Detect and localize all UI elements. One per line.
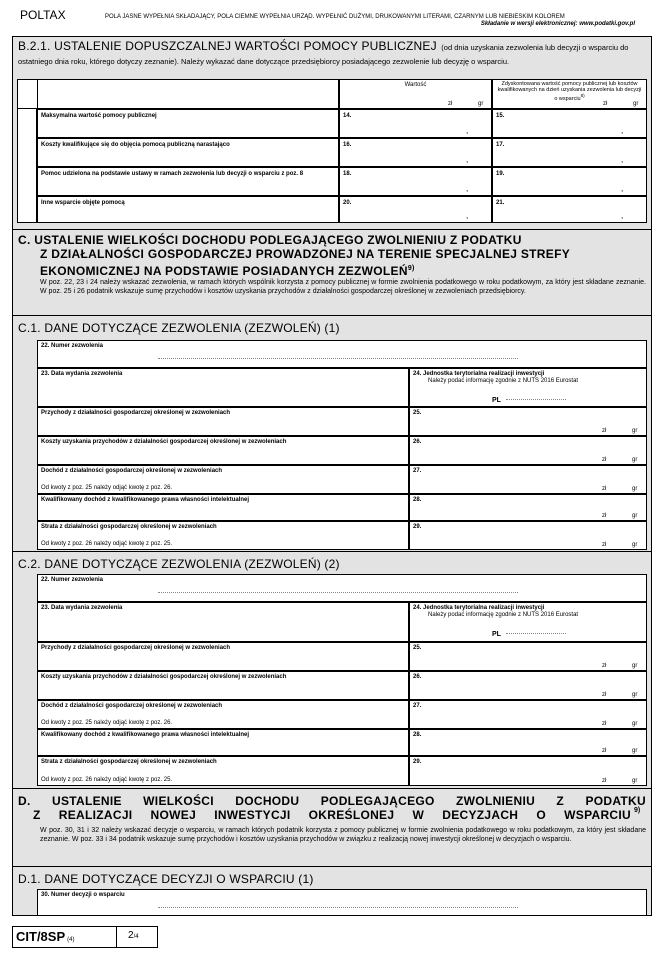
section-b21-note: (od dnia uzyskania zezwolenia lub decyzji o wsparciu do ostatniego dnia roku, którego dotyczy zeznanie). Należy wykazać dane dotyczące przedsiębiorcy posiadającego zezwolenie lub decyzję o wsparciu. bbox=[18, 43, 629, 66]
c2-row-29 bbox=[37, 756, 409, 786]
section-d-title-line2: Z REALIZACJI NOWEJ INWESTYCJI OKREŚLONEJ W DECYZJACH O WSPARCIU bbox=[33, 808, 631, 822]
c1-row-27-label: Dochód z działalności gospodarczej określonej w zezwoleniach bbox=[41, 468, 223, 474]
c1-field-26-number: 26. bbox=[413, 439, 422, 445]
page-total: /4 bbox=[133, 934, 139, 940]
c2-field-28-zl: zł bbox=[602, 748, 607, 754]
c1-row-29 bbox=[37, 521, 409, 550]
c1-field-24-label: 24. Jednostka terytorialna realizacji inwestycji bbox=[413, 371, 545, 377]
brand-label: POLTAX bbox=[20, 8, 66, 22]
c1-field-27-zl: zł bbox=[602, 486, 607, 492]
b21-header-corner bbox=[17, 79, 37, 109]
c2-row-29-label: Strata z działalności gospodarczej określonej w zezwoleniach bbox=[41, 759, 217, 765]
b21-col-discounted-sup: 8) bbox=[580, 93, 585, 98]
c2-field-28-gr: gr bbox=[632, 748, 638, 754]
field-20-number: 20. bbox=[343, 200, 352, 206]
c2-field-25[interactable] bbox=[409, 642, 647, 671]
c2-field-24-note: Należy podać informację zgodnie z NUTS 2016 Eurostat bbox=[428, 612, 579, 618]
c2-row-26 bbox=[37, 671, 409, 700]
c1-field-29-number: 29. bbox=[413, 524, 422, 530]
c2-field-25-zl: zł bbox=[602, 663, 607, 669]
c1-field-27[interactable] bbox=[409, 465, 647, 494]
c1-field-22-dots bbox=[158, 355, 518, 359]
c2-field-27-gr: gr bbox=[632, 721, 638, 727]
section-c1-title: C.1. DANE DOTYCZĄCE ZEZWOLENIA (ZEZWOLEŃ) (1) bbox=[18, 321, 340, 335]
form-code bbox=[16, 929, 74, 944]
b21-row-14 bbox=[37, 109, 339, 138]
field-14-number: 14. bbox=[343, 113, 352, 119]
c2-field-27[interactable] bbox=[409, 700, 647, 729]
c2-row-28 bbox=[37, 729, 409, 756]
section-c-description: W poz. 22, 23 i 24 należy wskazać zezwolenia, w ramach których wspólnik korzysta z pomocy publicznej w formie zwolnienia podatkowego w roku podatkowym, za który jest składane zeznanie. W poz. 25 i 26 podatnik wskazuje sumę przychodów i kosztów uzyskania przychodów z działalności gospodarczej określonej w zezwoleniach przedsiębiorcy. bbox=[40, 279, 646, 295]
c1-field-28[interactable] bbox=[409, 494, 647, 521]
c2-field-26-number: 26. bbox=[413, 674, 422, 680]
c1-row-29-sub: Od kwoty z poz. 26 należy odjąć kwotę z poz. 25. bbox=[41, 541, 173, 547]
c1-row-25-label: Przychody z działalności gospodarczej określonej w zezwoleniach bbox=[41, 410, 231, 416]
c1-field-23[interactable] bbox=[37, 368, 409, 407]
c1-row-25 bbox=[37, 407, 409, 436]
c2-field-29-gr: gr bbox=[632, 778, 638, 784]
section-d bbox=[13, 789, 651, 865]
b21-header-blank bbox=[37, 79, 339, 109]
header-instructions bbox=[105, 14, 635, 27]
c2-row-26-label: Koszty uzyskania przychodów z działalności gospodarczej określonej w zezwoleniach bbox=[41, 674, 287, 680]
b21-col-discounted-text: Zdyskontowana wartość pomocy publicznej lub kosztów kwalifikowanych na dzień uzyskania zezwolenia lub decyzji o wsparciu bbox=[497, 81, 642, 102]
footer-separator bbox=[116, 926, 117, 948]
c2-row-25-label: Przychody z działalności gospodarczej określonej w zezwoleniach bbox=[41, 645, 231, 651]
field-21[interactable]: 21. , bbox=[492, 196, 647, 223]
c2-field-24[interactable] bbox=[409, 602, 647, 642]
c2-field-24-pl: PL bbox=[492, 631, 501, 638]
c1-field-29-gr: gr bbox=[632, 542, 638, 548]
c2-field-27-zl: zł bbox=[602, 721, 607, 727]
c2-field-27-number: 27. bbox=[413, 703, 422, 709]
c2-field-23-label: 23. Data wydania zezwolenia bbox=[41, 605, 123, 611]
c1-field-24-note: Należy podać informację zgodnie z NUTS 2016 Eurostat bbox=[428, 378, 579, 384]
c1-field-27-gr: gr bbox=[632, 486, 638, 492]
c2-field-28-number: 28. bbox=[413, 732, 422, 738]
field-18[interactable]: 18. , bbox=[339, 167, 492, 196]
fill-instructions: POLA JASNE WYPEŁNIA SKŁADAJĄCY, POLA CIEMNE WYPEŁNIA URZĄD. WYPEŁNIĆ DUŻYMI, DRUKOWANYMI LITERAMI, CZARNYM LUB NIEBIESKIM KOLOREM bbox=[105, 14, 565, 20]
field-15[interactable]: 15. , bbox=[492, 109, 647, 138]
c1-field-25[interactable] bbox=[409, 407, 647, 436]
field-17[interactable]: 17. , bbox=[492, 138, 647, 167]
c2-field-25-gr: gr bbox=[632, 663, 638, 669]
c1-row-27 bbox=[37, 465, 409, 494]
c1-field-23-label: 23. Data wydania zezwolenia bbox=[41, 371, 123, 377]
c1-field-22[interactable] bbox=[37, 340, 647, 368]
field-15-number: 15. bbox=[496, 113, 505, 119]
c2-field-26-zl: zł bbox=[602, 692, 607, 698]
c1-field-28-zl: zł bbox=[602, 513, 607, 519]
c2-field-26-gr: gr bbox=[632, 692, 638, 698]
c1-field-26-gr: gr bbox=[632, 457, 638, 463]
page-current: 2 bbox=[128, 930, 134, 941]
b21-row-16-label: Koszty kwalifikujące się do objęcia pomocą publiczną narastająco bbox=[41, 142, 230, 148]
c1-field-25-zl: zł bbox=[602, 428, 607, 434]
b21-col-discounted bbox=[492, 79, 647, 109]
c1-field-22-label: 22. Numer zezwolenia bbox=[41, 343, 104, 349]
b21-row-20-label: Inne wsparcie objęte pomocą bbox=[41, 200, 125, 206]
section-d1 bbox=[13, 867, 651, 916]
section-d-sup: 9) bbox=[634, 807, 641, 814]
c1-row-26 bbox=[37, 436, 409, 465]
b21-row-14-label: Maksymalna wartość pomocy publicznej bbox=[41, 113, 157, 119]
form-code-text: CIT/8SP bbox=[16, 929, 66, 944]
c2-field-29-zl: zł bbox=[602, 778, 607, 784]
form-page bbox=[12, 36, 652, 916]
field-18-number: 18. bbox=[343, 171, 352, 177]
section-c2 bbox=[13, 552, 651, 786]
c2-row-27-sub: Od kwoty z poz. 25 należy odjąć kwotę z poz. 26. bbox=[41, 720, 173, 726]
field-21-number: 21. bbox=[496, 200, 505, 206]
field-20[interactable]: 20. , bbox=[339, 196, 492, 223]
b21-col-value-label: Wartość bbox=[404, 82, 427, 88]
section-d1-title: D.1. DANE DOTYCZĄCE DECYZJI O WSPARCIU (1) bbox=[18, 872, 314, 886]
section-c bbox=[13, 230, 651, 314]
c2-field-28[interactable] bbox=[409, 729, 647, 756]
electronic-submission-note: Składanie w wersji elektronicznej: www.podatki.gov.pl bbox=[480, 21, 635, 27]
c1-field-26-zl: zł bbox=[602, 457, 607, 463]
c2-row-29-sub: Od kwoty z poz. 26 należy odjąć kwotę z poz. 25. bbox=[41, 777, 173, 783]
section-c-title-line3-text: EKONOMICZNEJ NA PODSTAWIE POSIADANYCH ZEZWOLEŃ bbox=[40, 264, 408, 278]
section-d-title-line1: D. USTALENIE WIELKOŚCI DOCHODU PODLEGAJĄCEGO ZWOLNIENIU Z PODATKU bbox=[18, 794, 646, 808]
section-c1 bbox=[13, 316, 651, 550]
c1-field-24-pl: PL bbox=[492, 397, 501, 404]
c2-field-22-label: 22. Numer zezwolenia bbox=[41, 577, 104, 583]
c1-field-28-gr: gr bbox=[632, 513, 638, 519]
section-b21-title: B.2.1. USTALENIE DOPUSZCZALNEJ WARTOŚCI POMOCY PUBLICZNEJ bbox=[18, 39, 437, 53]
c1-row-26-label: Koszty uzyskania przychodów z działalności gospodarczej określonej w zezwoleniach bbox=[41, 439, 287, 445]
section-c2-title: C.2. DANE DOTYCZĄCE ZEZWOLENIA (ZEZWOLEŃ) (2) bbox=[18, 557, 340, 571]
c1-field-25-number: 25. bbox=[413, 410, 422, 416]
b21-gr-label: gr bbox=[478, 101, 484, 107]
b21-row-18-label: Pomoc udzielona na podstawie ustawy w ramach zezwolenia lub decyzji o wsparciu z poz. 8 bbox=[41, 171, 304, 177]
field-16-number: 16. bbox=[343, 142, 352, 148]
c2-row-27 bbox=[37, 700, 409, 729]
section-d-description: W poz. 30, 31 i 32 należy wskazać decyzje o wsparciu, w ramach których podatnik korzysta z pomocy publicznej w formie zwolnienia podatkowego w roku podatkowym, za który jest składane zeznanie. W poz. 33 i 34 podatnik wskazuje sumę przychodów i kosztów uzyskania przychodów w związku z realizacją nowej inwestycji określonej w decyzjach o wsparciu. bbox=[40, 827, 646, 843]
form-version: (4) bbox=[67, 937, 75, 943]
c1-field-27-number: 27. bbox=[413, 468, 422, 474]
c1-field-24-dots bbox=[506, 396, 566, 400]
b21-gr-label-2: gr bbox=[633, 101, 639, 107]
c2-field-22[interactable] bbox=[37, 574, 647, 602]
b21-zl-label: zł bbox=[448, 101, 453, 107]
field-17-number: 17. bbox=[496, 142, 505, 148]
c1-row-27-sub: Od kwoty z poz. 25 należy odjąć kwotę z poz. 26. bbox=[41, 485, 173, 491]
c1-field-24[interactable] bbox=[409, 368, 647, 407]
c1-field-28-number: 28. bbox=[413, 497, 422, 503]
c1-field-25-gr: gr bbox=[632, 428, 638, 434]
c2-field-29-number: 29. bbox=[413, 759, 422, 765]
c2-field-24-label: 24. Jednostka terytorialna realizacji inwestycji bbox=[413, 605, 545, 611]
section-c-title-line1: C. USTALENIE WIELKOŚCI DOCHODU PODLEGAJĄCEGO ZWOLNIENIU Z PODATKU bbox=[18, 233, 522, 247]
c1-field-26[interactable] bbox=[409, 436, 647, 465]
b21-rows-left-margin bbox=[17, 109, 37, 223]
c2-field-29[interactable] bbox=[409, 756, 647, 786]
b21-zl-label-2: zł bbox=[603, 101, 608, 107]
c1-row-28 bbox=[37, 494, 409, 521]
field-19-number: 19. bbox=[496, 171, 505, 177]
d1-field-30-label: 30. Numer decyzji o wsparciu bbox=[41, 892, 125, 898]
field-14[interactable]: 14. , bbox=[339, 109, 492, 138]
b21-row-20 bbox=[37, 196, 339, 223]
c1-row-29-label: Strata z działalności gospodarczej określonej w zezwoleniach bbox=[41, 524, 217, 530]
c2-row-27-label: Dochód z działalności gospodarczej określonej w zezwoleniach bbox=[41, 703, 223, 709]
b21-col-discounted-label bbox=[497, 81, 642, 102]
field-19[interactable]: 19. , bbox=[492, 167, 647, 196]
c1-row-28-label: Kwalifikowany dochód z kwalifikowanego prawa własności intelektualnej bbox=[41, 497, 250, 503]
section-c-sup: 9) bbox=[407, 265, 415, 272]
c2-row-28-label: Kwalifikowany dochód z kwalifikowanego prawa własności intelektualnej bbox=[41, 732, 250, 738]
c2-field-25-number: 25. bbox=[413, 645, 422, 651]
c2-field-23[interactable] bbox=[37, 602, 409, 642]
field-16[interactable]: 16. , bbox=[339, 138, 492, 167]
section-b21 bbox=[13, 37, 651, 229]
c2-row-25 bbox=[37, 642, 409, 671]
d1-field-30[interactable] bbox=[37, 889, 647, 916]
c2-field-26[interactable] bbox=[409, 671, 647, 700]
c1-field-29-zl: zł bbox=[602, 542, 607, 548]
c2-field-24-dots bbox=[506, 630, 566, 634]
c2-field-22-dots bbox=[158, 589, 518, 593]
page-number bbox=[128, 930, 139, 941]
b21-row-18 bbox=[37, 167, 339, 196]
c1-field-29[interactable] bbox=[409, 521, 647, 550]
d1-field-30-dots bbox=[158, 904, 518, 908]
b21-col-value bbox=[339, 79, 492, 109]
b21-row-16 bbox=[37, 138, 339, 167]
section-c-title-line3 bbox=[40, 262, 415, 278]
section-c-title-line2: Z DZIAŁALNOŚCI GOSPODARCZEJ PROWADZONEJ NA TERENIE SPECJALNEJ STREFY bbox=[40, 247, 571, 261]
